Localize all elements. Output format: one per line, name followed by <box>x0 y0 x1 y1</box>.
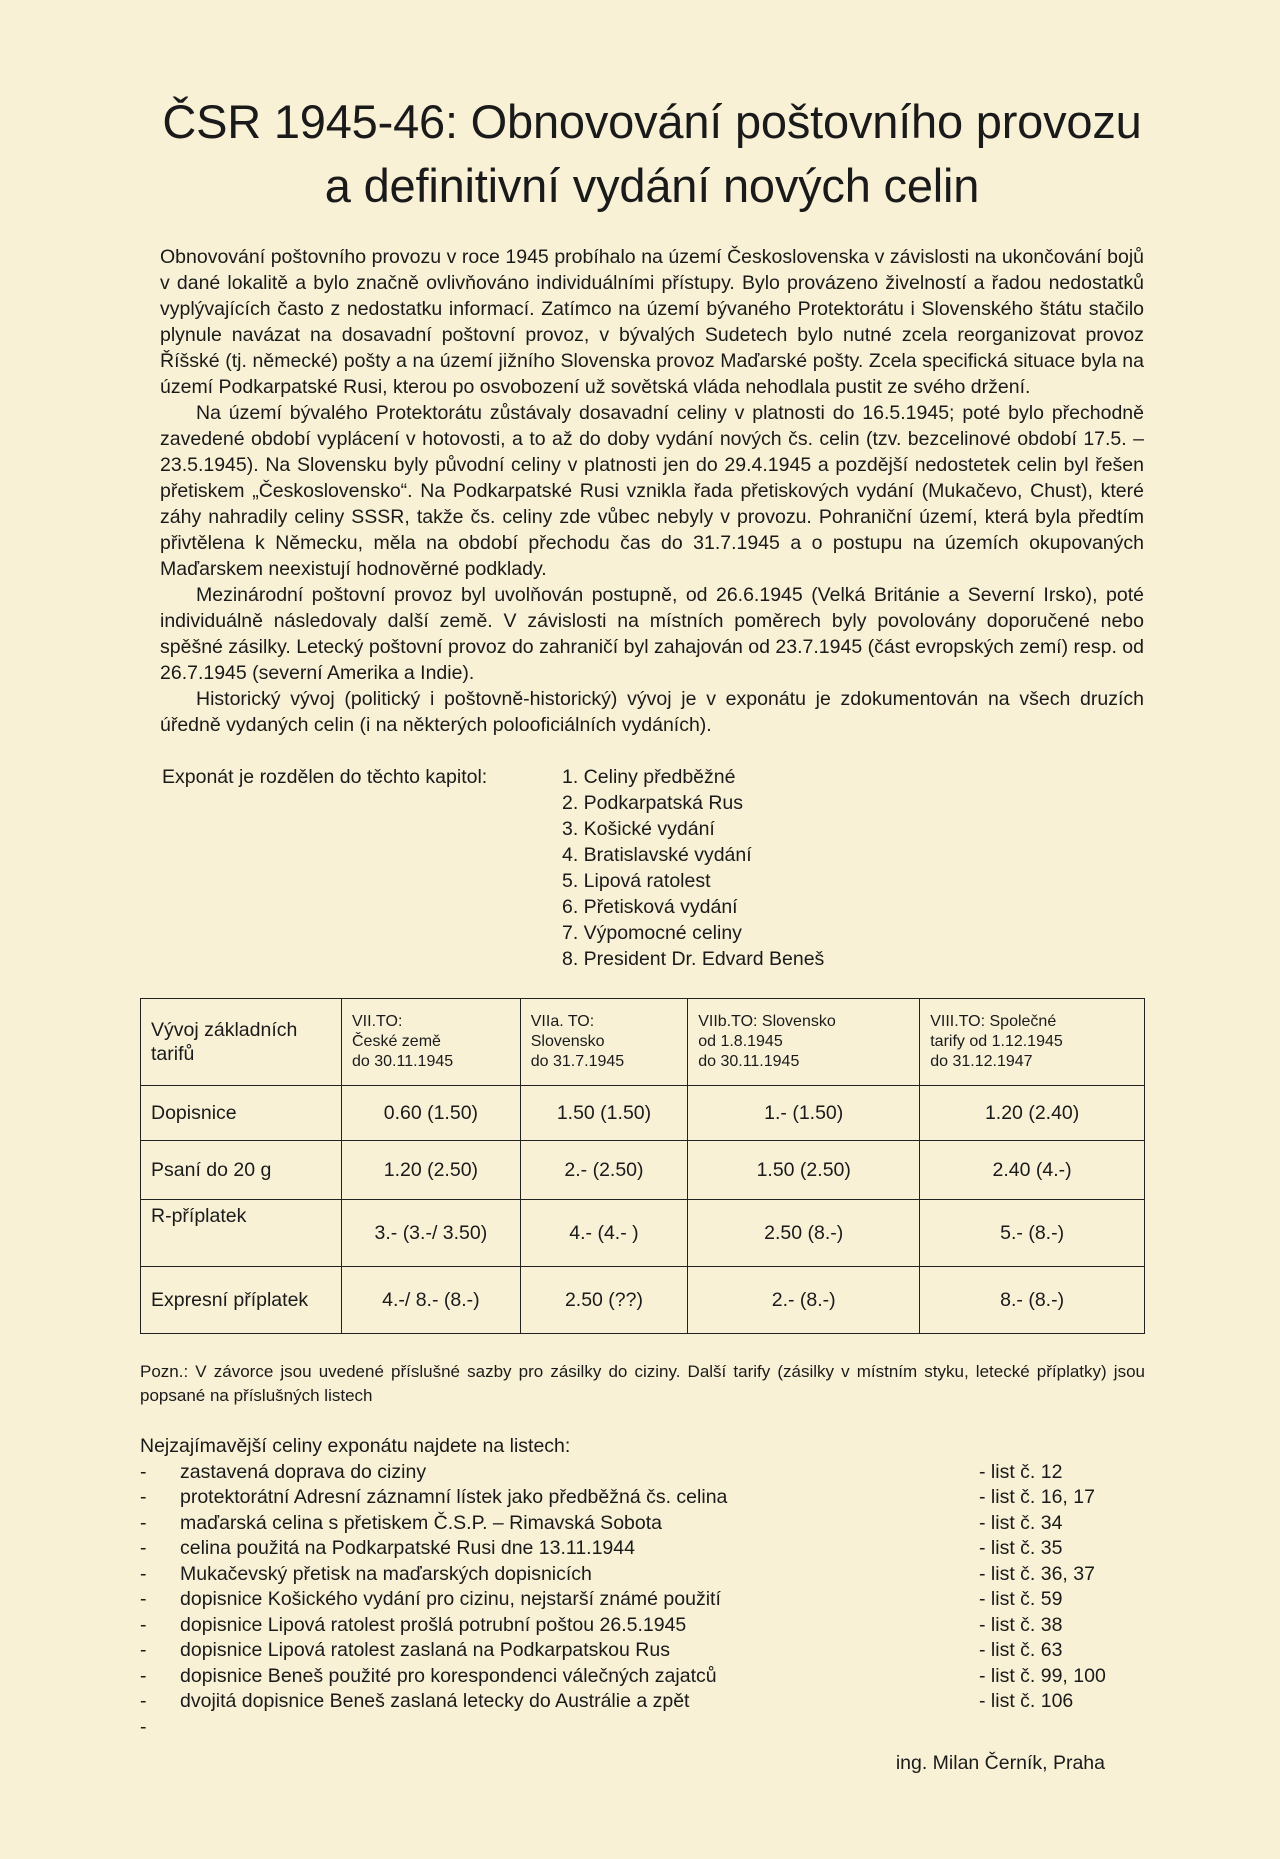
chapter-item: 8. President Dr. Edvard Beneš <box>562 948 825 970</box>
chapter-item: 5. Lipová ratolest <box>562 870 711 892</box>
intro-paragraph-2: Na území bývalého Protektorátu zůstávaly dosavadní celiny v platnosti do 16.5.1945; poté bylo přechodně zavedené období vyplácení v hotovosti, a to až do doby vydání nových čs. celin (tzv. bezcelinové období 17.5. – 23.5.1945). Na Slovensku byly původní celiny v platnosti jen do 29.4.1945 a pozdější nedostetek celin byl řešen přetiskem „Československo“. Na Podkarpatské Rusi vznikla řada přetiskových vydání (Mukačevo, Chust), které záhy nahradily celiny SSSR, takže čs. celiny zde vůbec nebyly v provozu. Pohraniční území, která byla předtím přivtělena k Německu, měla na období přechodu čas do 31.7.1945 a o postupu na územích okupovaných Maďarskem neexistují hodnověrné podklady. <box>160 402 1144 580</box>
list-item: - maďarská celina s přetiskem Č.S.P. – Rimavská Sobota - list č. 34 <box>140 1511 1063 1534</box>
table-cell: 1.50 (2.50) <box>688 1141 920 1200</box>
list-item: - dopisnice Košického vydání pro cizinu, nejstarší známé použití - list č. 59 <box>140 1588 1063 1610</box>
list-item: - Mukačevský přetisk na maďarských dopisnicích - list č. 36, 37 <box>140 1562 1095 1585</box>
chapters-lead: Exponát je rozdělen do těchto kapitol: <box>162 766 488 788</box>
table-column-header: VIII.TO: Společné tarify od 1.12.1945 do 31.12.1947 <box>920 999 1145 1086</box>
table-column-header: VIIa. TO: Slovensko do 31.7.1945 <box>520 999 687 1086</box>
highlights-section <box>140 1434 1125 1740</box>
table-column-header: VII.TO: České země do 30.11.1945 <box>342 999 521 1086</box>
table-cell: 2.- (8.-) <box>688 1267 920 1334</box>
table-header-row <box>141 999 1145 1086</box>
chapter-item: 7. Výpomocné celiny <box>562 922 742 944</box>
table-row-label: Dopisnice <box>141 1086 342 1141</box>
table-row-label: Psaní do 20 g <box>141 1141 342 1200</box>
chapter-item: 6. Přetisková vydání <box>562 896 738 918</box>
author-signature: ing. Milan Černík, Praha <box>895 1752 1105 1774</box>
table-cell: 2.40 (4.-) <box>920 1141 1145 1200</box>
table-row <box>141 1086 1145 1141</box>
table-row <box>141 1200 1145 1267</box>
table-cell: 5.- (8.-) <box>920 1200 1145 1267</box>
tariff-table <box>140 998 1145 1334</box>
list-item: - dopisnice Lipová ratolest prošlá potrubní poštou 26.5.1945 - list č. 38 <box>140 1613 1063 1636</box>
table-row <box>141 1267 1145 1334</box>
table-cell: 1.- (1.50) <box>688 1086 920 1141</box>
intro-paragraph-1: Obnovování poštovního provozu v roce 1945 probíhalo na území Československa v závislosti na ukončování bojů v dané lokalitě a bylo značně ovlivňováno individuálními přístupy. Bylo provázeno živelností a řadou nedostatků vyplývajících často z nedostatku informací. Zatímco na území bývaného Protektorátu i Slovenského štátu stačilo plynule navázat na dosavadní poštovní provoz, v bývalých Sudetech bylo nutné zcela reorganizovat provoz Říšské (tj. německé) pošty a na území jižního Slovenska provoz Maďarské pošty. Zcela specifická situace byla na území Podkarpatské Rusi, kterou po osvobození už sovětská vláda nehodlala pustit ze svého držení. <box>160 246 1144 398</box>
list-item: - zastavená doprava do ciziny - list č. 12 <box>140 1460 1063 1483</box>
chapter-item: 4. Bratislavské vydání <box>562 844 752 866</box>
table-row-label: Expresní příplatek <box>141 1267 342 1334</box>
chapter-item: 2. Podkarpatská Rus <box>562 792 744 814</box>
intro-text <box>160 244 1144 738</box>
list-item: - <box>140 1715 147 1738</box>
table-column-header: VIIb.TO: Slovensko od 1.8.1945 do 30.11.1945 <box>688 999 920 1086</box>
page-title: ČSR 1945-46: Obnovování poštovního provozu a definitivní vydání nových celin <box>162 95 1142 212</box>
chapters-list <box>562 764 824 972</box>
table-cell: 2.- (2.50) <box>520 1141 687 1200</box>
intro-paragraph-3: Mezinárodní poštovní provoz byl uvolňován postupně, od 26.6.1945 (Velká Británie a Severní Irsko), poté individuálně následovaly další země. V závislosti na místních poměrech byly povolovány doporučené nebo spěšné zásilky. Letecký poštovní provoz do zahraničí byl zahajován od 23.7.1945 (část evropských zemí) resp. od 26.7.1945 (severní Amerika a Indie). <box>160 584 1144 684</box>
list-item: - dvojitá dopisnice Beneš zaslaná letecky do Austrálie a zpět - list č. 106 <box>140 1690 1074 1712</box>
table-cell: 1.50 (1.50) <box>520 1086 687 1141</box>
table-row-label: R-příplatek <box>141 1200 342 1267</box>
chapter-item: 3. Košické vydání <box>562 818 715 840</box>
tariff-note: Pozn.: V závorce jsou uvedené příslušné sazby pro zásilky do ciziny. Další tarify (zásilky v místním styku, letecké příplatky) jsou popsané na příslušných listech <box>140 1362 1145 1405</box>
table-corner-cell: Vývoj základních tarifů <box>141 999 342 1086</box>
table-cell: 1.20 (2.50) <box>342 1141 521 1200</box>
table-cell: 2.50 (8.-) <box>688 1200 920 1267</box>
intro-paragraph-4: Historický vývoj (politický i poštovně-historický) vývoj je v exponátu je zdokumentován na všech druzích úředně vydaných celin (i na některých polooficiálních vydáních). <box>160 688 1144 736</box>
list-item: - celina použitá na Podkarpatské Rusi dne 13.11.1944 - list č. 35 <box>140 1537 1063 1559</box>
list-item: - protektorátní Adresní záznamní lístek jako předběžná čs. celina - list č. 16, 17 <box>140 1486 1095 1508</box>
table-cell: 0.60 (1.50) <box>342 1086 521 1141</box>
list-item: - dopisnice Lipová ratolest zaslaná na Podkarpatskou Rus - list č. 63 <box>140 1639 1063 1661</box>
table-cell: 2.50 (??) <box>520 1267 687 1334</box>
table-cell: 3.- (3.-/ 3.50) <box>342 1200 521 1267</box>
chapters-section <box>160 764 1144 972</box>
table-cell: 1.20 (2.40) <box>920 1086 1145 1141</box>
table-cell: 4.-/ 8.- (8.-) <box>342 1267 521 1334</box>
table-cell: 4.- (4.- ) <box>520 1200 687 1267</box>
list-item: - dopisnice Beneš použité pro korespondenci válečných zajatců - list č. 99, 100 <box>140 1664 1106 1687</box>
chapter-item: 1. Celiny předběžné <box>562 766 736 788</box>
table-cell: 8.- (8.-) <box>920 1267 1145 1334</box>
table-row <box>141 1141 1145 1200</box>
highlights-title: Nejzajímavější celiny exponátu najdete na listech: <box>140 1435 571 1457</box>
